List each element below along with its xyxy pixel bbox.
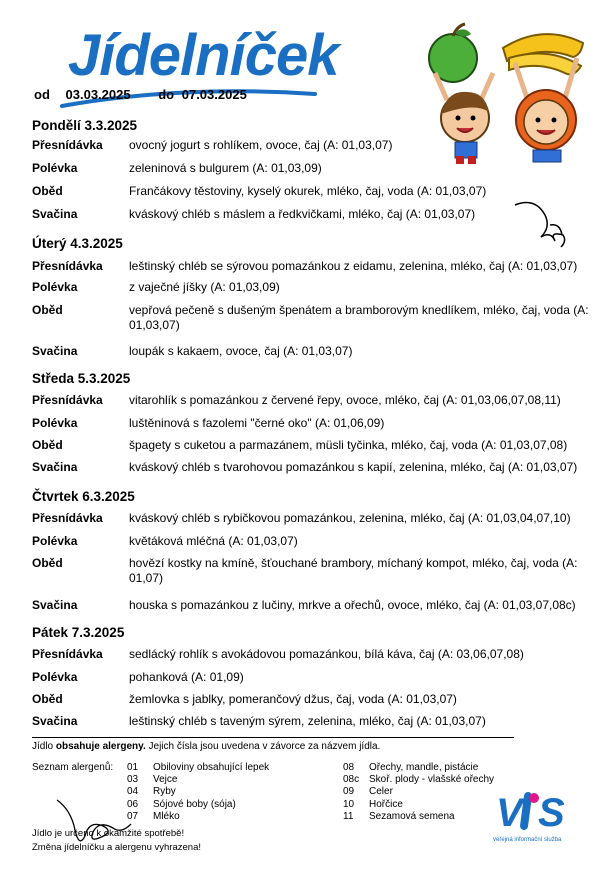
signature bbox=[55, 796, 135, 852]
allergen-code: 09 bbox=[343, 786, 355, 798]
meal-text: leštinský chléb se sýrovou pomazánkou z eidamu, zelenina, mléko, čaj (A: 01,03,07) bbox=[129, 259, 578, 273]
allergen-list-left bbox=[127, 762, 269, 823]
meal-text: květáková mléčná (A: 01,03,07) bbox=[129, 534, 298, 548]
meal-label: Oběd bbox=[32, 184, 63, 198]
meal-text: Frančákovy těstoviny, kyselý okurek, mléko, čaj, voda (A: 01,03,07) bbox=[129, 184, 487, 198]
meal-label: Svačina bbox=[32, 344, 78, 358]
meal-text: hovězí kostky na kmíně, šťouchané brambory, míchaný kompot, mléko, čaj, voda (A: 01,07) bbox=[129, 556, 578, 585]
allergen-code: 08c bbox=[343, 774, 360, 786]
allergen-name: Hořčice bbox=[369, 798, 403, 810]
meal-text: špagety s cuketou a parmazánem, müsli tyčinka, mléko, čaj, voda (A: 01,03,07,08) bbox=[129, 438, 568, 452]
vis-logo bbox=[494, 790, 584, 836]
meal-label: Oběd bbox=[32, 692, 63, 706]
allergen-name: Sezamová semena bbox=[369, 810, 455, 822]
to-label: do bbox=[158, 87, 175, 102]
from-date: 03.03.2025 bbox=[65, 87, 131, 102]
meal-label: Přesnídávka bbox=[32, 259, 103, 273]
allergen-item bbox=[127, 786, 269, 798]
day-heading: Úterý 4.3.2025 bbox=[32, 236, 123, 251]
meal-label: Oběd bbox=[32, 438, 63, 452]
svg-text:S: S bbox=[538, 791, 565, 835]
meal-text: luštěninová s fazolemi "černé oko" (A: 01,06,09) bbox=[129, 416, 385, 430]
meal-label: Přesnídávka bbox=[32, 511, 103, 525]
allergen-name: Skoř. plody - vlašské ořechy bbox=[369, 774, 495, 786]
allergen-list-title: Seznam alergenů: bbox=[32, 762, 114, 773]
meal-text: žemlovka s jablky, pomerančový džus, čaj, voda (A: 01,03,07) bbox=[129, 692, 457, 706]
allergen-name: Ořechy, mandle, pistácie bbox=[369, 762, 479, 773]
meal-label: Svačina bbox=[32, 207, 78, 221]
allergen-name: Vejce bbox=[153, 774, 178, 786]
meal-label: Polévka bbox=[32, 161, 78, 175]
allergen-item bbox=[127, 762, 269, 774]
allergen-item bbox=[127, 811, 269, 823]
meal-label: Polévka bbox=[32, 534, 78, 548]
allergen-item bbox=[343, 799, 494, 811]
meal-label: Svačina bbox=[32, 714, 78, 728]
meal-label: Polévka bbox=[32, 416, 78, 430]
allergen-code: 08 bbox=[343, 762, 355, 773]
from-label: od bbox=[34, 87, 50, 102]
meal-text: ovocný jogurt s rohlíkem, ovoce, čaj (A: 01,03,07) bbox=[129, 138, 393, 152]
meal-text: houska s pomazánkou z lučiny, mrkve a ořechů, ovoce, mléko, čaj (A: 01,03,07,08c) bbox=[129, 598, 576, 612]
allergen-code: 11 bbox=[343, 810, 354, 822]
allergen-item bbox=[127, 799, 269, 811]
meal-label: Přesnídávka bbox=[32, 138, 103, 152]
meal-text: pohanková (A: 01,09) bbox=[129, 670, 244, 684]
meal-label: Oběd bbox=[32, 556, 63, 570]
allergen-item bbox=[343, 811, 494, 823]
meal-label: Přesnídávka bbox=[32, 393, 103, 407]
allergen-name: Obiloviny obsahující lepek bbox=[153, 762, 270, 773]
meal-label: Přesnídávka bbox=[32, 647, 103, 661]
scribble-decoration bbox=[510, 195, 580, 255]
allergen-name: Mléko bbox=[153, 810, 180, 822]
meal-text: kváskový chléb s rybičkovou pomazánkou, zelenina, mléko, čaj (A: 01,03,04,07,10) bbox=[129, 511, 571, 525]
date-range bbox=[34, 87, 251, 102]
to-date: 07.03.2025 bbox=[181, 87, 247, 102]
consume-note: Jídlo je určeno k okamžité spotřebě! bbox=[32, 828, 185, 839]
vis-logo-subtitle: veřejná informační služba bbox=[493, 837, 562, 843]
allergen-item bbox=[127, 774, 269, 786]
meal-text: vepřová pečeně s dušeným špenátem a bramborovým knedlíkem, mléko, čaj, voda (A: 01,03,07) bbox=[129, 303, 589, 332]
allergen-code: 04 bbox=[127, 786, 139, 798]
meal-text: zeleninová s bulgurem (A: 01,03,09) bbox=[129, 161, 322, 175]
meal-text: leštinský chléb s taveným sýrem, zelenina, mléko, čaj (A: 01,03,07) bbox=[129, 714, 486, 728]
footer-divider bbox=[32, 737, 514, 738]
allergen-list-right bbox=[343, 762, 494, 823]
meal-label: Oběd bbox=[32, 303, 63, 317]
meal-text: sedlácký rohlík s avokádovou pomazánkou, bílá káva, čaj (A: 03,06,07,08) bbox=[129, 647, 524, 661]
allergen-code: 07 bbox=[127, 810, 139, 822]
meal-text: kváskový chléb s máslem a ředkvičkami, mléko, čaj (A: 01,03,07) bbox=[129, 207, 476, 221]
svg-text:V: V bbox=[496, 791, 523, 835]
meal-label: Polévka bbox=[32, 280, 78, 294]
allergen-code: 10 bbox=[343, 798, 355, 810]
meal-text: loupák s kakaem, ovoce, čaj (A: 01,03,07) bbox=[129, 344, 353, 358]
allergen-code: 01 bbox=[127, 762, 139, 773]
allergen-note: Jídlo obsahuje alergeny. Jejich čísla jsou uvedena v závorce za názvem jídla. bbox=[32, 741, 381, 752]
allergen-name: Ryby bbox=[153, 786, 176, 798]
allergen-item bbox=[343, 762, 494, 774]
allergen-code: 03 bbox=[127, 774, 139, 786]
meal-label: Svačina bbox=[32, 460, 78, 474]
page-title: Jídelníček bbox=[68, 23, 339, 88]
day-heading: Čtvrtek 6.3.2025 bbox=[32, 489, 135, 504]
day-heading: Pátek 7.3.2025 bbox=[32, 625, 125, 640]
allergen-item bbox=[343, 786, 494, 798]
meal-text: z vaječné jíšky (A: 01,03,09) bbox=[129, 280, 280, 294]
allergen-name: Celer bbox=[369, 786, 393, 798]
allergen-item bbox=[343, 774, 494, 786]
day-heading: Pondělí 3.3.2025 bbox=[32, 118, 138, 133]
allergen-code: 06 bbox=[127, 798, 139, 810]
meal-label: Svačina bbox=[32, 598, 78, 612]
change-note: Změna jídelníčku a alergenu vyhrazena! bbox=[32, 842, 201, 853]
allergen-name: Sójové boby (sója) bbox=[153, 798, 236, 810]
day-heading: Středa 5.3.2025 bbox=[32, 371, 131, 386]
meal-label: Polévka bbox=[32, 670, 78, 684]
meal-text: kváskový chléb s tvarohovou pomazánkou s kapií, zelenina, mléko, čaj (A: 01,03,07) bbox=[129, 460, 578, 474]
meal-text: vitarohlík s pomazánkou z červené řepy, ovoce, mléko, čaj (A: 01,03,06,07,08,11) bbox=[129, 393, 561, 407]
